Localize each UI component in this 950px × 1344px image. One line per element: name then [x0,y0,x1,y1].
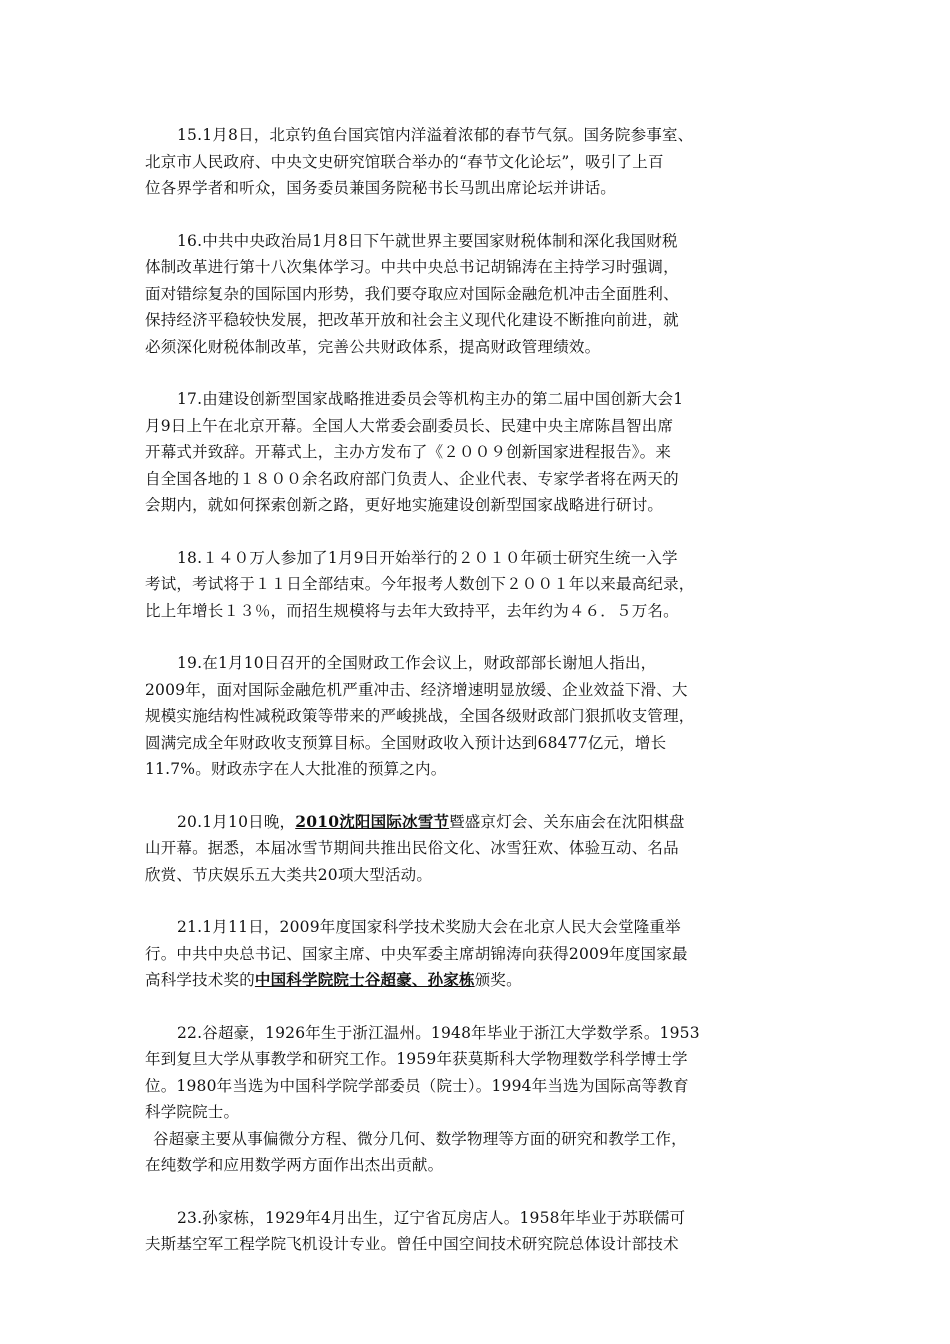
line-text: 高科学技术奖的 [145,971,255,989]
paragraph-line: 21.1月11日，2009年度国家科学技术奖励大会在北京人民大会堂隆重举 [177,918,681,936]
academicians-link[interactable]: 中国科学院院士谷超豪、孙家栋 [254,970,475,989]
paragraph-line: 谷超豪主要从事偏微分方程、微分几何、数学物理等方面的研究和教学工作， [153,1129,687,1148]
paragraph-15 [145,122,805,202]
paragraph-line: 会期内，就如何探索创新之路，更好地实施建设创新型国家战略进行研讨。 [145,496,664,514]
paragraph-line: 夫斯基空军工程学院飞机设计专业。曾任中国空间技术研究院总体设计部技术 [145,1235,679,1253]
paragraph-23 [145,1205,805,1258]
paragraph-line [145,967,805,994]
document-body [145,122,805,1284]
paragraph-line: 年到复旦大学从事教学和研究工作。1959年获莫斯科大学物理数学科学博士学 [145,1050,688,1068]
paragraph-line: 圆满完成全年财政收支预算目标。全国财政收入预计达到68477亿元，增长 [145,733,667,752]
paragraph-line: 22.谷超豪，1926年生于浙江温州。1948年毕业于浙江大学数学系。1953 [177,1023,700,1042]
paragraph-line: 18.１４０万人参加了1月9日开始举行的２０１０年硕士研究生统一入学 [177,548,678,567]
paragraph-line: 开幕式并致辞。开幕式上，主办方发布了《２００９创新国家进程报告》。来 [145,443,672,461]
ice-festival-link[interactable]: 2010沈阳国际冰雪节 [295,811,450,831]
paragraph-line: 体制改革进行第十八次集体学习。中共中央总书记胡锦涛在主持学习时强调， [145,258,679,276]
paragraph-line: 23.孙家栋，1929年4月出生，辽宁省瓦房店人。1958年毕业于苏联儒可 [177,1208,686,1227]
paragraph-line: 比上年增长１３％，而招生规模将与去年大致持平，去年约为４６．５万名。 [145,601,679,620]
paragraph-18 [145,545,805,625]
line-text: 20.1月10日晚， [177,812,296,831]
paragraph-line: 自全国各地的１８００余名政府部门负责人、企业代表、专家学者将在两天的 [145,469,679,488]
paragraph-line: 北京市人民政府、中央文史研究馆联合举办的“春节文化论坛”，吸引了上百 [145,152,664,171]
paragraph-line: 19.在1月10日召开的全国财政工作会议上，财政部部长谢旭人指出， [177,654,657,672]
paragraph-line: 面对错综复杂的国际国内形势，我们要夺取应对国际金融危机冲击全面胜利、 [145,284,679,303]
paragraph-line: 欣赏、节庆娱乐五大类共20项大型活动。 [145,865,433,884]
paragraph-line: 山开幕。据悉，本届冰雪节期间共推出民俗文化、冰雪狂欢、体验互动、名品 [145,839,679,857]
paragraph-16 [145,228,805,361]
paragraph-line: 11.7%。财政赤字在人大批准的预算之内。 [145,760,447,778]
paragraph-line: 15.1月8日，北京钓鱼台国宾馆内洋溢着浓郁的春节气氛。国务院参事室、 [177,126,694,144]
paragraph-line: 行。中共中央总书记、国家主席、中央军委主席胡锦涛向获得2009年度国家最 [145,944,688,963]
paragraph-line: 必须深化财税体制改革，完善公共财政体系，提高财政管理绩效。 [145,337,601,356]
paragraph-line: 规模实施结构性减税政策等带来的严峻挑战，全国各级财政部门狠抓收支管理， [145,707,695,725]
paragraph-line: 16.中共中央政治局1月8日下午就世界主要国家财税体制和深化我国财税 [177,231,678,250]
paragraph-line: 在纯数学和应用数学两方面作出杰出贡献。 [145,1156,444,1174]
paragraph-21 [145,914,805,994]
paragraph-line: 月9日上午在北京开幕。全国人大常委会副委员长、民建中央主席陈昌智出席 [145,416,674,435]
paragraph-line: 17.由建设创新型国家战略推进委员会等机构主办的第二届中国创新大会1 [177,390,684,408]
paragraph-line: 位各界学者和听众，国务委员兼国务院秘书长马凯出席论坛并讲话。 [145,179,617,197]
paragraph-line: 位。1980年当选为中国科学院学部委员（院士）。1994年当选为国际高等教育 [145,1076,689,1095]
paragraph-line: 保持经济平稳较快发展，把改革开放和社会主义现代化建设不断推向前进，就 [145,311,679,329]
line-text: 颁奖。 [474,971,522,989]
paragraph-19 [145,650,805,783]
paragraph-line: 2009年，面对国际金融危机严重冲击、经济增速明显放缓、企业效益下滑、大 [145,680,688,699]
paragraph-line: 考试，考试将于１１日全部结束。今年报考人数创下２００１年以来最高纪录， [145,575,695,593]
paragraph-17 [145,386,805,519]
paragraph-line [145,809,805,836]
paragraph-22 [145,1020,805,1179]
paragraph-line: 科学院院士。 [145,1103,240,1121]
line-text: 暨盛京灯会、关东庙会在沈阳棋盘 [449,812,685,831]
paragraph-20 [145,809,805,889]
